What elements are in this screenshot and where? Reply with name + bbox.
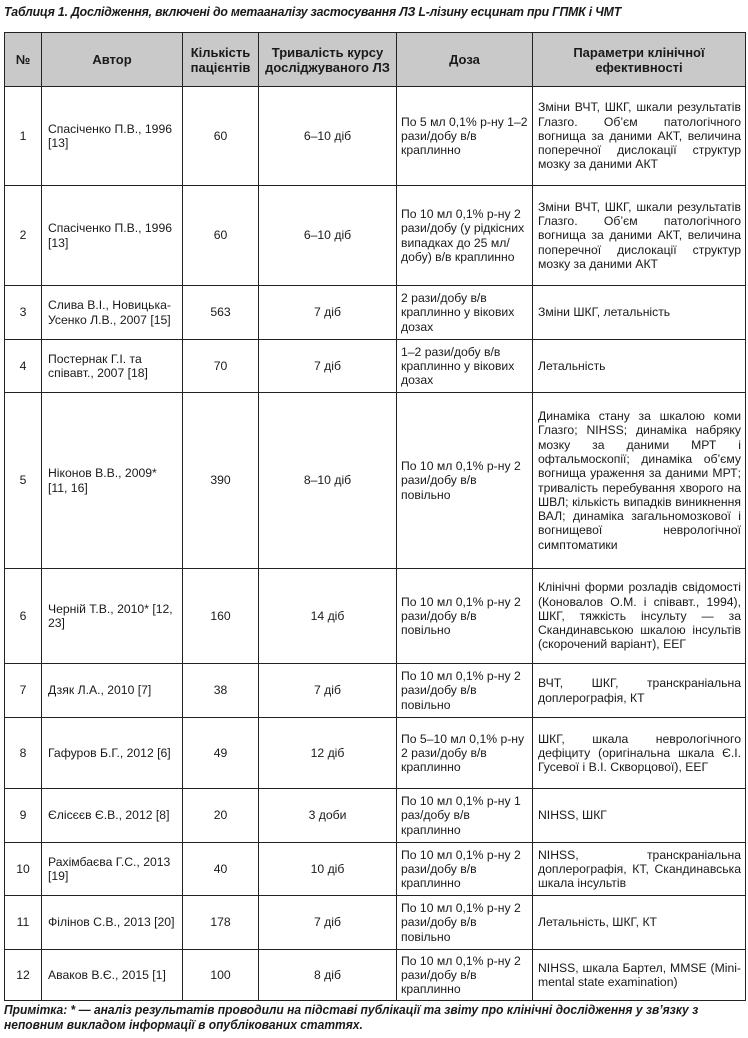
table-row [5, 569, 746, 664]
header-number: № [5, 33, 42, 87]
table-row [5, 718, 746, 789]
cell-params: Зміни ВЧТ, ШКГ, шкали результатів Глазго. Об’єм патологічного вогнища за даними АКТ, величина поперечної дислокації структур мозку за даними АКТ [533, 87, 746, 186]
cell-duration: 7 діб [259, 286, 397, 340]
cell-duration: 7 діб [259, 340, 397, 393]
table-row [5, 87, 746, 186]
table-body [5, 87, 746, 1001]
cell-number: 8 [5, 718, 42, 789]
cell-params: NIHSS, транскраніальна доплерографія, КТ, Скандинавська шкала інсультів [533, 843, 746, 896]
cell-params: Летальність [533, 340, 746, 393]
cell-params: ШКГ, шкала неврологічного дефіциту (оригінальна шкала Є.І. Гусевої і В.І. Скворцової), ЕЕГ [533, 718, 746, 789]
cell-number: 3 [5, 286, 42, 340]
cell-patients: 100 [183, 950, 259, 1001]
cell-dose: По 10 мл 0,1% р-ну 2 рази/добу в/в краплинно [397, 950, 533, 1001]
cell-patients: 390 [183, 393, 259, 569]
cell-patients: 40 [183, 843, 259, 896]
cell-dose: По 10 мл 0,1% р-ну 1 раз/добу в/в краплинно [397, 789, 533, 843]
cell-duration: 3 доби [259, 789, 397, 843]
cell-patients: 160 [183, 569, 259, 664]
table-row [5, 896, 746, 950]
table-row [5, 286, 746, 340]
cell-number: 9 [5, 789, 42, 843]
cell-params: Клінічні форми розладів свідомості (Коновалов О.М. і співавт., 1994), ШКГ, тяжкість інсульту — за Скандинавською шкалою інсультів (скорочений варіант), ЕЕГ [533, 569, 746, 664]
cell-params: NIHSS, шкала Бартел, MMSE (Mini-mental state examination) [533, 950, 746, 1001]
cell-patients: 563 [183, 286, 259, 340]
cell-dose: По 10 мл 0,1% р-ну 2 рази/добу в/в краплинно [397, 843, 533, 896]
table-row [5, 186, 746, 286]
cell-params: ВЧТ, ШКГ, транскраніальна доплерографія, КТ [533, 664, 746, 718]
cell-duration: 8–10 діб [259, 393, 397, 569]
cell-dose: По 10 мл 0,1% р-ну 2 рази/добу (у рідкісних випадках до 25 мл/добу) в/в краплинно [397, 186, 533, 286]
cell-patients: 60 [183, 186, 259, 286]
cell-author: Аваков В.Є., 2015 [1] [42, 950, 183, 1001]
cell-author: Єлісєєв Є.В., 2012 [8] [42, 789, 183, 843]
table-row [5, 664, 746, 718]
cell-dose: По 5 мл 0,1% р-ну 1–2 рази/добу в/в краплинно [397, 87, 533, 186]
cell-duration: 8 діб [259, 950, 397, 1001]
cell-patients: 38 [183, 664, 259, 718]
table-row [5, 843, 746, 896]
cell-number: 12 [5, 950, 42, 1001]
cell-patients: 60 [183, 87, 259, 186]
cell-params: Зміни ВЧТ, ШКГ, шкали результатів Глазго. Об’єм патологічного вогнища за даними АКТ, величина поперечної дислокації структур мозку за даними АКТ [533, 186, 746, 286]
header-params: Параметри клінічної ефективності [533, 33, 746, 87]
cell-author: Ніконов В.В., 2009* [11, 16] [42, 393, 183, 569]
studies-table [4, 32, 746, 1001]
table-row [5, 393, 746, 569]
cell-dose: По 5–10 мл 0,1% р-ну 2 рази/добу в/в краплинно [397, 718, 533, 789]
header-patients: Кількість пацієнтів [183, 33, 259, 87]
table-title: Таблиця 1. Дослідження, включені до метааналізу застосування ЛЗ L-лізину есцинат при ГПМК і ЧМТ [4, 4, 622, 19]
cell-dose: 1–2 рази/добу в/в краплинно у вікових дозах [397, 340, 533, 393]
cell-dose: По 10 мл 0,1% р-ну 2 рази/добу в/в повільно [397, 393, 533, 569]
cell-patients: 20 [183, 789, 259, 843]
cell-duration: 6–10 діб [259, 87, 397, 186]
cell-number: 6 [5, 569, 42, 664]
cell-patients: 178 [183, 896, 259, 950]
header-author: Автор [42, 33, 183, 87]
header-duration: Тривалість курсу досліджуваного ЛЗ [259, 33, 397, 87]
table-footnote: Примітка: * — аналіз результатів проводили на підставі публікації та звіту про клінічні дослідження у зв’язку з неповним викладом інформації в опублікованих статтях. [4, 1003, 699, 1032]
cell-duration: 10 діб [259, 843, 397, 896]
cell-duration: 14 діб [259, 569, 397, 664]
cell-author: Спасіченко П.В., 1996 [13] [42, 87, 183, 186]
cell-patients: 49 [183, 718, 259, 789]
cell-dose: По 10 мл 0,1% р-ну 2 рази/добу в/в повільно [397, 896, 533, 950]
cell-params: NIHSS, ШКГ [533, 789, 746, 843]
cell-number: 1 [5, 87, 42, 186]
cell-author: Слива В.І., Новицька-Усенко Л.В., 2007 [15] [42, 286, 183, 340]
cell-duration: 6–10 діб [259, 186, 397, 286]
cell-duration: 12 діб [259, 718, 397, 789]
table-row [5, 789, 746, 843]
cell-number: 2 [5, 186, 42, 286]
table-header-row [5, 33, 746, 87]
cell-patients: 70 [183, 340, 259, 393]
cell-params: Зміни ШКГ, летальність [533, 286, 746, 340]
cell-author: Рахімбаєва Г.С., 2013 [19] [42, 843, 183, 896]
cell-author: Дзяк Л.А., 2010 [7] [42, 664, 183, 718]
cell-params: Летальність, ШКГ, КТ [533, 896, 746, 950]
cell-author: Черній Т.В., 2010* [12, 23] [42, 569, 183, 664]
header-dose: Доза [397, 33, 533, 87]
cell-number: 4 [5, 340, 42, 393]
cell-author: Філінов С.В., 2013 [20] [42, 896, 183, 950]
table-row [5, 340, 746, 393]
cell-number: 10 [5, 843, 42, 896]
cell-dose: 2 рази/добу в/в краплинно у вікових дозах [397, 286, 533, 340]
cell-number: 11 [5, 896, 42, 950]
cell-author: Гафуров Б.Г., 2012 [6] [42, 718, 183, 789]
cell-duration: 7 діб [259, 664, 397, 718]
cell-dose: По 10 мл 0,1% р-ну 2 рази/добу в/в повільно [397, 664, 533, 718]
cell-duration: 7 діб [259, 896, 397, 950]
cell-params: Динаміка стану за шкалою коми Глазго; NIHSS; динаміка набряку мозку за даними МРТ і офтальмоскопії; динаміка об’єму вогнища ураження за даними МРТ; тривалість перебування хворого на ШВЛ; кількість випадків виникнення ВАЛ; динаміка загальномозкової і вогнищевої неврологічної симптоматики [533, 393, 746, 569]
cell-number: 5 [5, 393, 42, 569]
cell-author: Постернак Г.І. та співавт., 2007 [18] [42, 340, 183, 393]
table-row [5, 950, 746, 1001]
cell-number: 7 [5, 664, 42, 718]
cell-author: Спасіченко П.В., 1996 [13] [42, 186, 183, 286]
cell-dose: По 10 мл 0,1% р-ну 2 рази/добу в/в повільно [397, 569, 533, 664]
